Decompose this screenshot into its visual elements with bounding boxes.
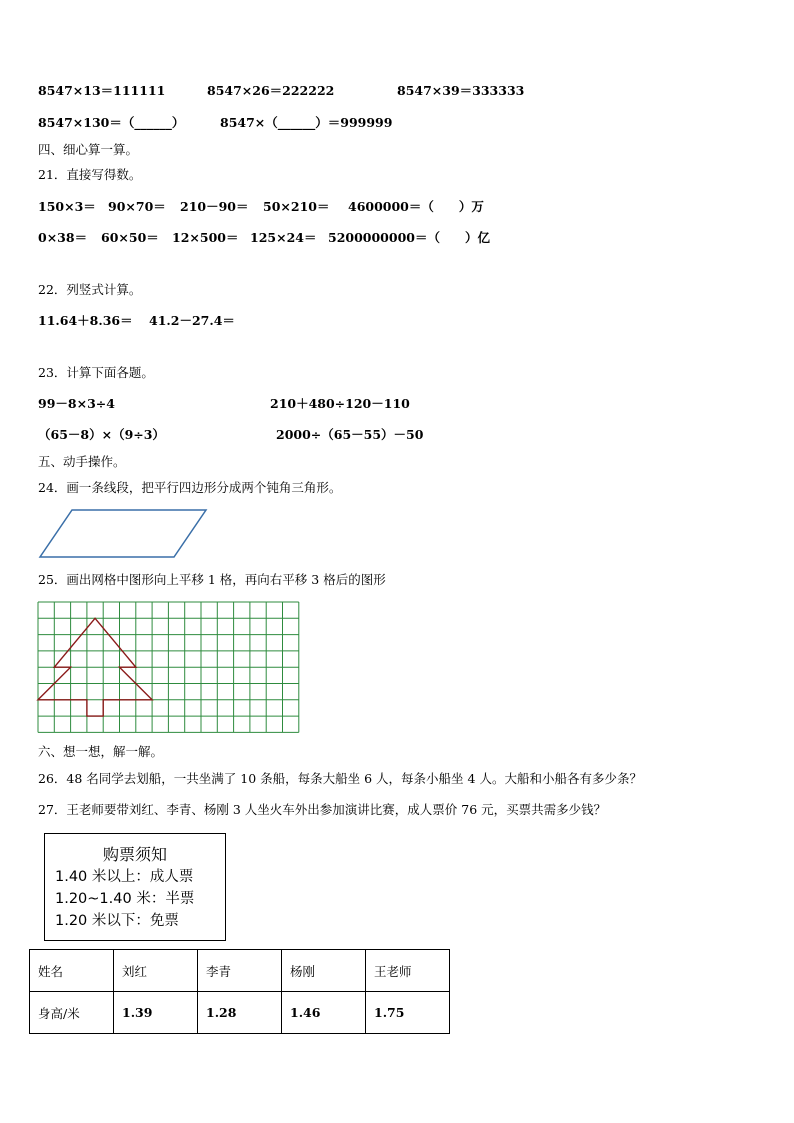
question-26: 26．48 名同学去划船，一共坐满了 10 条船，每条大船坐 6 人，每条小船坐 4 人。大船和小船各有多少条？ xyxy=(38,771,642,786)
notice-rule-free: 1.20 米以下：免票 xyxy=(55,913,179,929)
calc-90x70: 90×70＝ xyxy=(108,199,166,214)
table-cell: 1.39 xyxy=(114,992,198,1034)
line-r1c: 8547×39＝333333 xyxy=(397,83,525,98)
calc-60x50: 60×50＝ xyxy=(101,230,159,245)
calc-50x210: 50×210＝ xyxy=(263,199,330,214)
section-5-heading: 五、动手操作。 xyxy=(38,454,126,469)
table-cell: 身高/米 xyxy=(30,992,114,1034)
expression-2: 210＋480÷120－110 xyxy=(270,396,410,411)
line-r1b: 8547×26＝222222 xyxy=(207,83,335,98)
calc-4600000: 4600000＝（ ）万 xyxy=(348,199,484,214)
table-header-cell: 李青 xyxy=(198,950,282,992)
table-header-cell: 刘红 xyxy=(114,950,198,992)
expression-4: 2000÷（65－55）－50 xyxy=(276,427,424,442)
notice-rule-adult: 1.40 米以上：成人票 xyxy=(55,869,194,885)
line-r2b: 8547×（______）＝999999 xyxy=(220,115,393,130)
table-header-cell: 姓名 xyxy=(30,950,114,992)
height-table xyxy=(29,949,450,1034)
table-header-cell: 杨刚 xyxy=(282,950,366,992)
calc-0x38: 0×38＝ xyxy=(38,230,88,245)
table-header-cell: 王老师 xyxy=(366,950,450,992)
line-r1a: 8547×13＝111111 xyxy=(38,83,166,98)
section-6-heading: 六、想一想，解一解。 xyxy=(38,744,164,759)
table-header-row xyxy=(30,950,450,992)
table-cell: 1.75 xyxy=(366,992,450,1034)
calc-125x24: 125×24＝ xyxy=(250,230,317,245)
calc-12x500: 12×500＝ xyxy=(172,230,239,245)
question-24: 24．画一条线段，把平行四边形分成两个钝角三角形。 xyxy=(38,480,342,495)
calc-150x3: 150×3＝ xyxy=(38,199,96,214)
question-25: 25．画出网格中图形向上平移 1 格，再向右平移 3 格后的图形 xyxy=(38,572,386,587)
vertical-calc-2: 41.2－27.4＝ xyxy=(149,313,235,328)
ticket-notice-box xyxy=(44,833,226,941)
calc-210-90: 210－90＝ xyxy=(180,199,249,214)
expression-1: 99－8×3÷4 xyxy=(38,396,115,411)
notice-rule-half: 1.20~1.40 米：半票 xyxy=(55,891,195,907)
vertical-calc-1: 11.64＋8.36＝ xyxy=(38,313,133,328)
ticket-notice-title: 购票须知 xyxy=(102,845,167,864)
table-cell: 1.28 xyxy=(198,992,282,1034)
question-27: 27．王老师要带刘红、李青、杨刚 3 人坐火车外出参加演讲比赛，成人票价 76 元，买票共需多少钱？ xyxy=(38,802,607,817)
line-r2a: 8547×130＝（______） xyxy=(38,115,185,130)
calc-5200000000: 5200000000＝（ ）亿 xyxy=(328,230,490,245)
question-22: 22．列竖式计算。 xyxy=(38,282,142,297)
expression-3: （65－8）×（9÷3） xyxy=(38,427,165,442)
table-cell: 1.46 xyxy=(282,992,366,1034)
table-row xyxy=(30,992,450,1034)
question-23: 23．计算下面各题。 xyxy=(38,365,154,380)
question-21: 21．直接写得数。 xyxy=(38,167,142,182)
section-4-heading: 四、细心算一算。 xyxy=(38,142,139,157)
